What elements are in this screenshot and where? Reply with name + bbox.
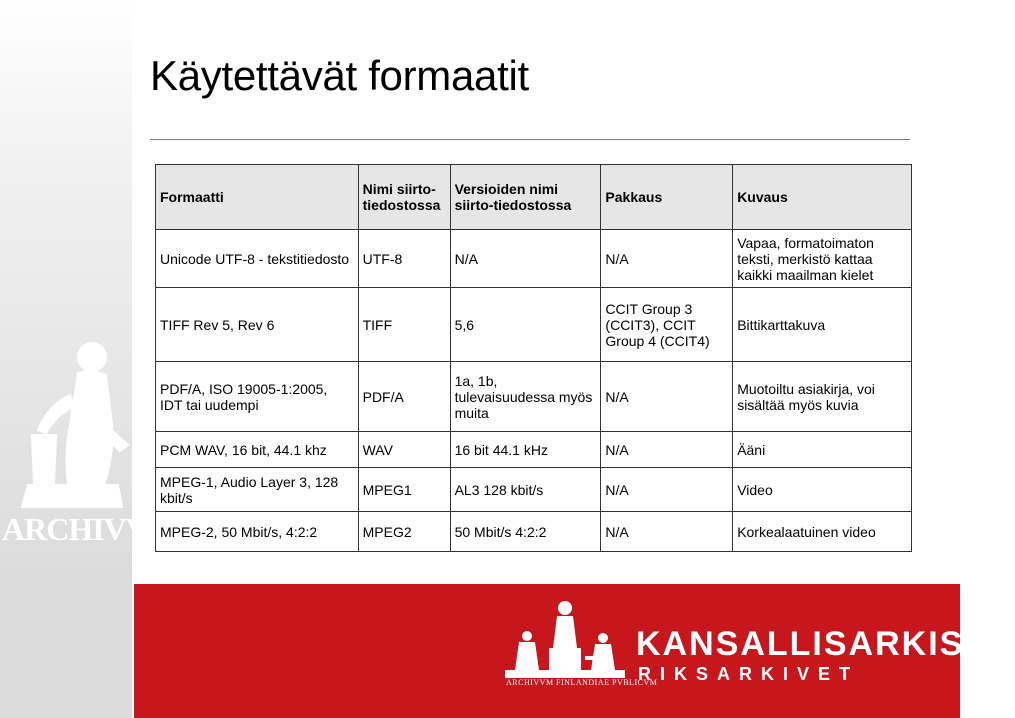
org-subname: RIKSARKIVET [638, 664, 860, 684]
table-cell: MPEG-2, 50 Mbit/s, 4:2:2 [156, 512, 359, 552]
table-cell: 1a, 1b, tulevaisuudessa myös muita [450, 362, 601, 432]
table-cell: TIFF Rev 5, Rev 6 [156, 288, 359, 362]
table-cell: MPEG1 [358, 468, 450, 512]
logo-caption: ARCHIVVM FINLANDIAE PVBLICVM [506, 678, 658, 687]
table-row [156, 468, 912, 512]
table-cell: WAV [358, 432, 450, 468]
header-cell: Pakkaus [601, 165, 733, 230]
table-row [156, 230, 912, 288]
table-cell: N/A [601, 230, 733, 288]
table-cell: Video [733, 468, 912, 512]
table-cell: MPEG2 [358, 512, 450, 552]
table-cell: TIFF [358, 288, 450, 362]
archivvm-logo [0, 510, 178, 547]
table-cell: UTF-8 [358, 230, 450, 288]
table-cell: N/A [601, 512, 733, 552]
table-row [156, 432, 912, 468]
table-cell: N/A [450, 230, 601, 288]
header-cell: Nimi siirto-tiedostossa [358, 165, 450, 230]
table-cell: N/A [601, 468, 733, 512]
table-cell: PDF/A [358, 362, 450, 432]
left-decor-band-bottom [0, 580, 132, 718]
table-cell: Unicode UTF-8 - tekstitiedosto [156, 230, 359, 288]
table-cell: PDF/A, ISO 19005-1:2005, IDT tai uudempi [156, 362, 359, 432]
archivvm-logo-text: ARCHIVVM [2, 511, 178, 547]
table-cell: N/A [601, 362, 733, 432]
table-cell: CCIT Group 3 (CCIT3), CCIT Group 4 (CCIT4) [601, 288, 733, 362]
org-name: KANSALLISARKISTO [636, 625, 1015, 663]
table-cell: 5,6 [450, 288, 601, 362]
formats-table [155, 164, 912, 552]
table-cell: MPEG-1, Audio Layer 3, 128 kbit/s [156, 468, 359, 512]
table-cell: AL3 128 kbit/s [450, 468, 601, 512]
table-header-row [156, 165, 912, 230]
table-cell: PCM WAV, 16 bit, 44.1 khz [156, 432, 359, 468]
title-divider [150, 139, 910, 140]
table-cell: Ääni [733, 432, 912, 468]
archive-statues-icon [505, 598, 625, 678]
table-cell: Muotoiltu asiakirja, voi sisältää myös kuvia [733, 362, 912, 432]
table-cell: N/A [601, 432, 733, 468]
statue-icon [8, 335, 132, 520]
table-cell: 16 bit 44.1 kHz [450, 432, 601, 468]
page-title: Käytettävät formaatit [150, 52, 529, 99]
table-cell: Bittikarttakuva [733, 288, 912, 362]
header-cell: Versioiden nimi siirto-tiedostossa [450, 165, 601, 230]
table-cell: 50 Mbit/s 4:2:2 [450, 512, 601, 552]
table-cell: Korkealaatuinen video [733, 512, 912, 552]
table-row [156, 362, 912, 432]
table-row [156, 512, 912, 552]
header-cell: Kuvaus [733, 165, 912, 230]
table-row [156, 288, 912, 362]
header-cell: Formaatti [156, 165, 359, 230]
table-cell: Vapaa, formatoimaton teksti, merkistö kattaa kaikki maailman kielet [733, 230, 912, 288]
